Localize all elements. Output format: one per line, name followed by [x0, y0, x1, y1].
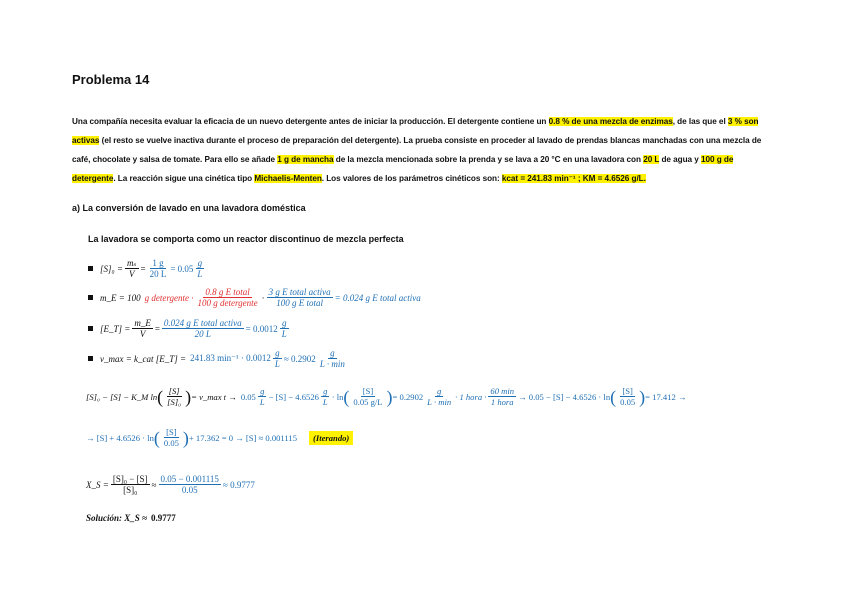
unit-den: L — [281, 329, 287, 339]
eq-lhs: m_E = 100 — [100, 292, 141, 303]
frac-den: 0.05 — [163, 438, 179, 448]
unit-den: L · min — [427, 397, 452, 407]
eq-term: → 0.05 − [S] − 4.6526 · ln — [518, 391, 611, 402]
highlight-parameters: kcat = 241.83 min⁻¹ ; KM = 4.6526 g/L. — [501, 174, 646, 183]
eq-result: = 0.024 g E total activa — [334, 292, 421, 303]
frac-num: 0.8 g E total — [205, 287, 250, 297]
eq-term: · ln — [331, 391, 344, 402]
eq-term: + 17.362 = 0 → [S] ≈ 0.001115 — [188, 432, 297, 443]
equation-integrated-mm: [S]₀ − [S] − K_M ln ( $\frac{[S]}{\text{[S]₀}}$ ) = v_max t → 0.05 $\frac{g}{L}$ − [S] − 4.6526 $\frac{g}{L}$ · ln ( $\frac{[S]}{0.05 g/L}$ ) = 0.2902 $\frac{g}{L \cdot \min}$ · 1 hora · $\frac{60 \min}{\text{1 hora}}$ → 0.05 − [S] − 4.6526 · ln ( $\frac{[S]}{0.05}$ ) = 17.412 → — [86, 386, 687, 407]
highlight-stain: 1 g de mancha — [277, 155, 334, 164]
text-run: Una compañía necesita evaluar la eficacia de un nuevo detergente antes de iniciar la producción. El detergente contiene un — [72, 117, 549, 126]
frac-den: 20 L — [194, 329, 211, 339]
unit-den: L — [259, 397, 265, 407]
eq-approx: ≈ — [151, 479, 157, 490]
unit-num: g — [330, 348, 335, 358]
unit-num: g — [275, 348, 280, 358]
eq-approx: ≈ 0.2902 — [283, 353, 316, 364]
frac-num: 1 g — [152, 258, 164, 268]
iterating-note: (Iterando) — [309, 431, 353, 445]
highlight-active: 3 % son activas — [72, 117, 759, 145]
eq-result: = 0.0012 — [245, 323, 278, 334]
equation-iteration: → [S] + 4.6526 · ln ( $\frac{[S]}{0.05}$ ) + 17.362 = 0 → [S] ≈ 0.001115 (Iterando) — [86, 427, 353, 448]
frac-den: 0.05 — [181, 485, 198, 495]
text-run: . Los valores de los parámetros cinéticos son: — [321, 174, 502, 183]
frac-den: 0.05 — [620, 397, 636, 407]
unit-den: L · min — [319, 359, 345, 369]
eq-lhs: X_S = — [86, 479, 109, 490]
eq-result: ≈ 0.9777 — [222, 479, 255, 490]
text-run: . La reacción sigue una cinética tipo — [113, 174, 255, 183]
section-a-heading: a) La conversión de lavado en una lavadora doméstica — [72, 203, 306, 213]
unit-num: g — [260, 386, 265, 396]
unit-num: g — [323, 386, 328, 396]
bullet-icon — [88, 356, 93, 361]
frac-den: 0.05 g/L — [353, 397, 383, 407]
frac-num: [S] — [166, 427, 177, 437]
equation-vmax — [88, 348, 349, 369]
solution-value: 0.9777 — [150, 513, 176, 523]
eq-result: = 0.05 — [170, 263, 194, 274]
unit-den: L — [274, 359, 280, 369]
frac-num: 0.024 g E total activa — [163, 318, 242, 328]
frac-den: 1 hora — [490, 397, 514, 407]
highlight-michaelis: Michaelis-Menten — [254, 174, 322, 183]
unit-den: L — [197, 269, 203, 279]
highlight-enzymes: 0.8 % de una mezcla de enzimas — [548, 117, 673, 126]
eq-lhs: v_max = k_cat [E_T] = — [100, 353, 187, 364]
eq-sign: = — [154, 323, 160, 334]
frac-den: V — [139, 329, 146, 339]
frac-den: V — [128, 269, 135, 279]
eq-sign: = — [140, 263, 146, 274]
frac-den: [S]₀ — [123, 485, 138, 495]
frac-num: [S]₀ − [S] — [112, 474, 148, 484]
bullet-icon — [88, 266, 93, 271]
unit-den: L — [322, 397, 328, 407]
eq-value: 241.83 min⁻¹ · 0.0012 — [190, 353, 271, 363]
frac-num: m_E — [134, 318, 151, 328]
equation-substrate-concentration — [88, 258, 206, 279]
text-run: de la mezcla mencionada sobre la prenda y se lava a 20 °C en una lavadora con — [333, 155, 644, 164]
frac-num: mₛ — [126, 258, 137, 268]
text-run: , de las que el — [672, 117, 728, 126]
eq-term: → [S] + 4.6526 · ln — [86, 432, 154, 443]
frac-num: 3 g E total activa — [268, 287, 331, 297]
equation-enzyme-mass — [88, 287, 421, 308]
frac-den: 100 g E total — [276, 298, 324, 308]
eq-term: · 1 hora · — [455, 391, 487, 402]
eq-term: = 0.2902 — [392, 391, 424, 402]
frac-den: [S]₀ — [167, 397, 182, 407]
text-run: de agua y — [659, 155, 702, 164]
eq-mid: = v_max t → — [191, 391, 237, 402]
eq-text: g detergente · — [144, 292, 194, 303]
text-run: (el resto se vuelve inactiva durante el proceso de preparación del detergente). La prueba consiste en proceder al lavado de prendas blancas manchadas con una mezcla de café, chocolate y salsa de tomate. Para ello se añade — [72, 136, 762, 164]
eq-lhs: [S]₀ − [S] − K_M ln — [86, 391, 158, 402]
frac-den: 20 L — [149, 269, 167, 279]
dot: · — [261, 292, 265, 303]
unit-num: g — [282, 318, 287, 328]
frac-num: [S] — [362, 386, 374, 396]
bullet-icon — [88, 326, 93, 331]
eq-lhs: [E_T] = — [100, 323, 131, 334]
frac-num: 60 min — [490, 386, 515, 396]
eq-term: 0.05 — [240, 391, 256, 402]
frac-den: 100 g detergente — [197, 298, 258, 308]
eq-lhs: [S]₀ = — [100, 263, 123, 274]
solution-line — [86, 513, 176, 523]
solution-label: Solución: X_S ≈ — [86, 513, 147, 523]
reactor-note: La lavadora se comporta como un reactor discontinuo de mezcla perfecta — [88, 234, 404, 244]
highlight-water: 20 L — [643, 155, 660, 164]
bullet-icon — [88, 295, 93, 300]
equation-conversion — [86, 474, 255, 495]
highlight-detergent: 100 g de detergente — [72, 155, 734, 183]
frac-num: 0.05 − 0.001115 — [160, 474, 219, 484]
problem-title: Problema 14 — [72, 72, 150, 87]
unit-num: g — [437, 386, 442, 396]
eq-term: = 17.412 → — [645, 391, 687, 402]
frac-num: [S] — [168, 386, 180, 396]
unit-num: g — [197, 258, 203, 268]
frac-num: [S] — [622, 386, 633, 396]
eq-term: − [S] − 4.6526 — [268, 391, 319, 402]
problem-statement — [72, 112, 778, 188]
equation-total-enzyme — [88, 318, 291, 339]
